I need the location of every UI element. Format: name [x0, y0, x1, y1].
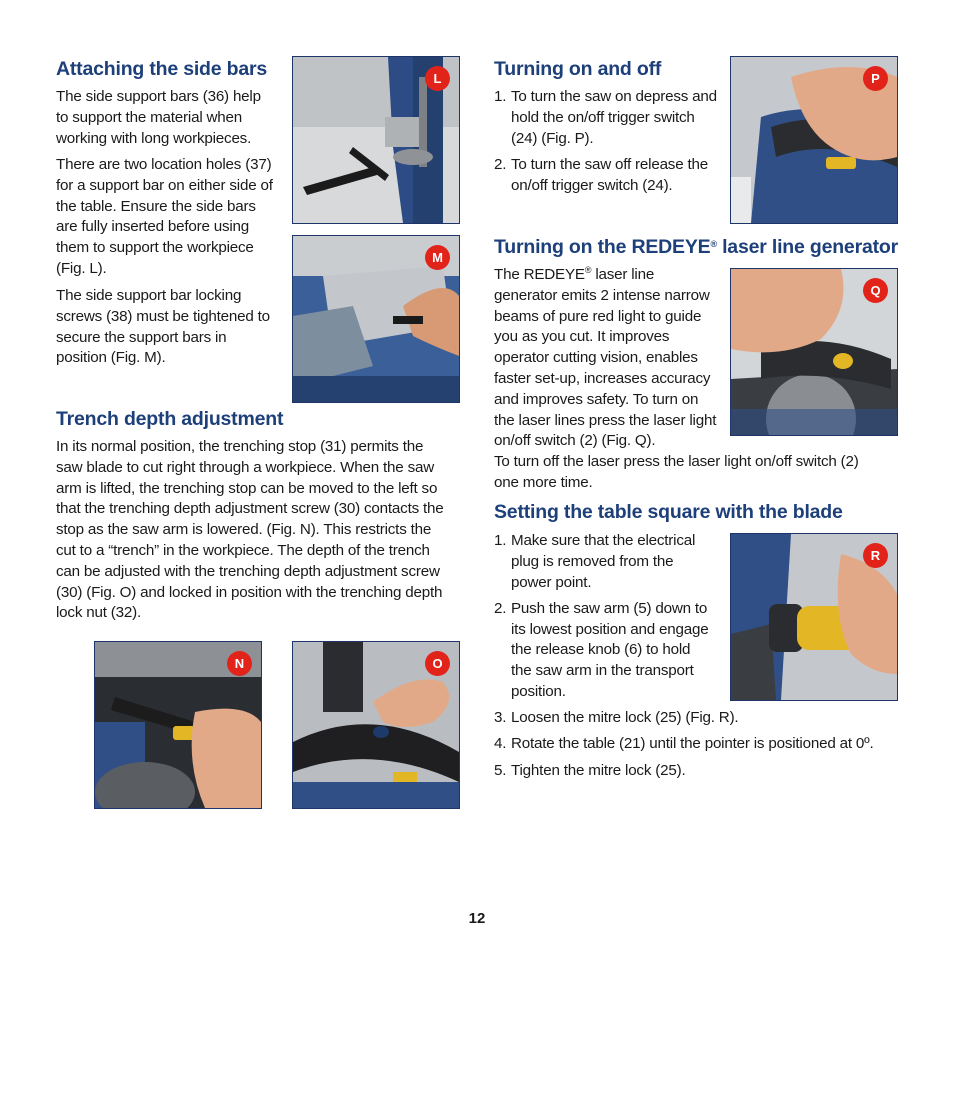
redeye-para-rest: laser line generator emits 2 intense narrow beams of pure red light to guide you as you cut. It improves operator cutting vision, enables faster set-up, increases accuracy and improves safety. To turn on the laser lines press the laser light on/off switch (2) (Fig. Q). — [494, 266, 717, 450]
figure-o-badge: O — [425, 651, 450, 676]
list-item — [494, 734, 894, 755]
list-item — [494, 599, 714, 703]
list-item-text: To turn the saw off release the on/off trigger switch (24). — [511, 155, 708, 194]
figure-r — [730, 533, 898, 701]
list-item-number: 4. — [494, 735, 507, 753]
figure-m — [292, 235, 460, 403]
list-item-number: 2. — [494, 599, 507, 617]
heading-side-bars: Attaching the side bars — [56, 58, 268, 80]
heading-table-square: Setting the table square with the blade — [494, 501, 843, 523]
on-off-list — [494, 87, 722, 202]
table-square-list-a — [494, 531, 714, 708]
list-item — [494, 87, 722, 149]
list-item — [494, 761, 894, 782]
table-square-list-b — [494, 708, 894, 787]
list-item-text: Loosen the mitre lock (25) (Fig. R). — [511, 709, 739, 726]
list-item-number: 3. — [494, 709, 507, 726]
figure-p-badge: P — [863, 66, 888, 91]
figure-p — [730, 56, 898, 224]
heading-trench: Trench depth adjustment — [56, 408, 284, 430]
figure-n-badge: N — [227, 651, 252, 676]
list-item-number: 5. — [494, 761, 507, 779]
redeye-para-start: The REDEYE — [494, 266, 585, 283]
trench-para: In its normal position, the trenching stop (31) permits the saw blade to cut right through a workpiece. When the saw arm is lifted, the trenching stop can be moved to the left so that the trenching depth adjustment screw (30) contacts the stop as the saw arm is lowered. (Fig. N). This restricts the cut to a “trench” in the workpiece. The depth of the trench can be adjusted with the trenching depth adjustment screw (30) (Fig. O) and locked in position with the trenching depth lock nut (32). — [56, 438, 444, 622]
side-bars-para-3: The side support bar locking screws (38) must be tightened to secure the support bars in position (Fig. M). — [56, 287, 270, 367]
list-item-number: 1. — [494, 88, 507, 105]
figure-q-badge: Q — [863, 278, 888, 303]
list-item-text: Tighten the mitre lock (25). — [511, 761, 686, 779]
side-bars-para-2: There are two location holes (37) for a support bar on either side of the table. Ensure the side bars are fully inserted before using them to support the workpiece (Fig. L). — [56, 156, 273, 277]
list-item-number: 1. — [494, 532, 507, 549]
list-item-text: To turn the saw on depress and hold the on/off trigger switch (24) (Fig. P). — [511, 88, 717, 147]
list-item-number: 2. — [494, 155, 507, 173]
list-item-text: Push the saw arm (5) down to its lowest position and engage the release knob (6) to hold the saw arm in the transport position. — [511, 599, 709, 701]
registered-mark: ® — [710, 239, 717, 249]
figure-l — [292, 56, 460, 224]
list-item — [494, 155, 722, 197]
heading-on-off: Turning on and off — [494, 58, 662, 80]
list-item-text: Make sure that the electrical plug is removed from the power point. — [511, 532, 696, 591]
heading-redeye — [494, 236, 898, 259]
figure-m-badge: M — [425, 245, 450, 270]
figure-l-badge: L — [425, 66, 450, 91]
page-number: 12 — [468, 910, 486, 927]
redeye-para — [494, 265, 720, 452]
list-item — [494, 708, 894, 729]
list-item-text: Rotate the table (21) until the pointer is positioned at 0º. — [511, 735, 874, 753]
heading-redeye-suffix: laser line generator — [716, 236, 899, 258]
side-bars-para-1: The side support bars (36) help to support the material when working with long workpieces. — [56, 88, 261, 147]
figure-o — [292, 641, 460, 809]
figure-r-badge: R — [863, 543, 888, 568]
registered-mark: ® — [584, 265, 592, 275]
figure-n — [94, 641, 262, 809]
figure-q — [730, 268, 898, 436]
redeye-para-2: To turn off the laser press the laser light on/off switch (2) one more time. — [494, 453, 859, 491]
heading-redeye-text: Turning on the REDEYE — [494, 236, 711, 258]
list-item — [494, 531, 714, 593]
